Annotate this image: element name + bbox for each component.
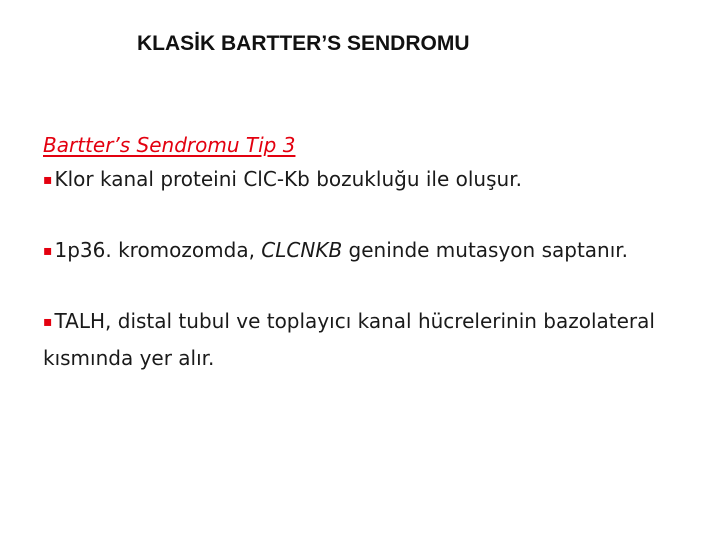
bullet-point-1 <box>43 162 703 199</box>
bullet-point-2-prefix: 1p36. kromozomda, <box>54 238 262 262</box>
bullet-point-2 <box>43 233 703 270</box>
bullet-square-icon: ▪ <box>43 243 53 259</box>
paragraph-spacer <box>43 270 703 304</box>
bullet-square-icon: ▪ <box>43 172 53 188</box>
bullet-point-1-text: Klor kanal proteini ClC-Kb bozukluğu ile oluşur. <box>54 167 522 191</box>
paragraph-spacer <box>43 199 703 233</box>
gene-name: CLCNKB <box>261 238 343 262</box>
section-subtitle: Bartter’s Sendromu Tip 3 <box>43 133 296 157</box>
slide-title: KLASİK BARTTER’S SENDROMU <box>137 32 470 55</box>
slide-body <box>43 128 703 375</box>
bullet-point-3 <box>43 304 703 375</box>
bullet-point-2-suffix: geninde mutasyon saptanır. <box>342 238 629 262</box>
bullet-point-3-text: TALH, distal tubul ve toplayıcı kanal hücrelerinin bazolateral kısmında yer alır. <box>43 309 655 370</box>
bullet-square-icon: ▪ <box>43 314 53 330</box>
